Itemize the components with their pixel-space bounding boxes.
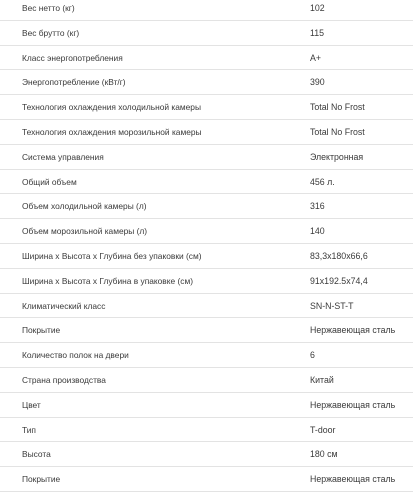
spec-label: Цвет [22, 399, 41, 410]
spec-value: 102 [310, 3, 325, 13]
spec-value: SN-N-ST-T [310, 300, 354, 311]
spec-value: 115 [310, 27, 325, 38]
spec-row-height [0, 442, 413, 467]
spec-label: Объем морозильной камеры (л) [22, 226, 148, 237]
spec-row-coating-2 [0, 467, 413, 492]
spec-label: Общий объем [22, 176, 77, 187]
spec-row-total-volume [0, 170, 413, 195]
spec-value: 83,3x180x66,6 [310, 250, 368, 261]
spec-value: Электронная [310, 151, 364, 162]
spec-row-net-weight [0, 0, 413, 21]
spec-value: 180 см [310, 449, 338, 460]
spec-row-dimensions-packed [0, 269, 413, 294]
spec-value: Total No Frost [310, 126, 365, 137]
spec-row-dimensions-unpacked [0, 244, 413, 269]
spec-label: Энергопотребление (кВт/г) [22, 77, 126, 88]
spec-label: Класс энергопотребления [22, 52, 123, 63]
spec-row-gross-weight [0, 21, 413, 46]
spec-row-control-system [0, 145, 413, 170]
spec-row-fridge-cooling [0, 95, 413, 120]
spec-value: Китай [310, 374, 334, 385]
spec-row-country [0, 368, 413, 393]
spec-row-fridge-volume [0, 194, 413, 219]
spec-value: Нержавеющая сталь [310, 325, 396, 336]
spec-value: 140 [310, 226, 325, 237]
spec-value: Total No Frost [310, 102, 365, 113]
spec-label: Климатический класс [22, 300, 106, 311]
spec-row-color [0, 393, 413, 418]
spec-row-coating [0, 318, 413, 343]
spec-value: A+ [310, 52, 322, 63]
spec-row-energy-consumption [0, 70, 413, 95]
spec-label: Тип [22, 424, 36, 435]
spec-value: Нержавеющая сталь [310, 474, 396, 485]
spec-label: Покрытие [22, 474, 61, 485]
spec-row-freezer-cooling [0, 120, 413, 145]
spec-label: Высота [22, 449, 51, 460]
spec-label: Система управления [22, 151, 104, 162]
spec-label: Страна производства [22, 374, 106, 385]
spec-label: Технология охлаждения морозильной камеры [22, 126, 202, 137]
spec-label: Ширина x Высота x Глубина в упаковке (см) [22, 275, 194, 286]
spec-label: Покрытие [22, 325, 61, 336]
spec-value: 6 [310, 350, 315, 361]
spec-row-freezer-volume [0, 219, 413, 244]
spec-label: Объем холодильной камеры (л) [22, 201, 147, 212]
spec-row-door-shelves [0, 343, 413, 368]
spec-value: 91x192.5x74,4 [310, 275, 368, 286]
spec-label: Количество полок на двери [22, 350, 129, 361]
spec-value: Нержавеющая сталь [310, 399, 396, 410]
spec-row-type [0, 418, 413, 443]
spec-row-climate-class [0, 294, 413, 319]
spec-label: Ширина x Высота x Глубина без упаковки (см) [22, 250, 202, 261]
spec-label: Технология охлаждения холодильной камеры [22, 102, 201, 113]
spec-value: 456 л. [310, 176, 335, 187]
spec-label: Вес нетто (кг) [22, 3, 75, 13]
spec-label: Вес брутто (кг) [22, 27, 80, 38]
spec-row-energy-class [0, 46, 413, 71]
spec-value: 316 [310, 201, 325, 212]
spec-value: T-door [310, 424, 336, 435]
spec-value: 390 [310, 77, 325, 88]
